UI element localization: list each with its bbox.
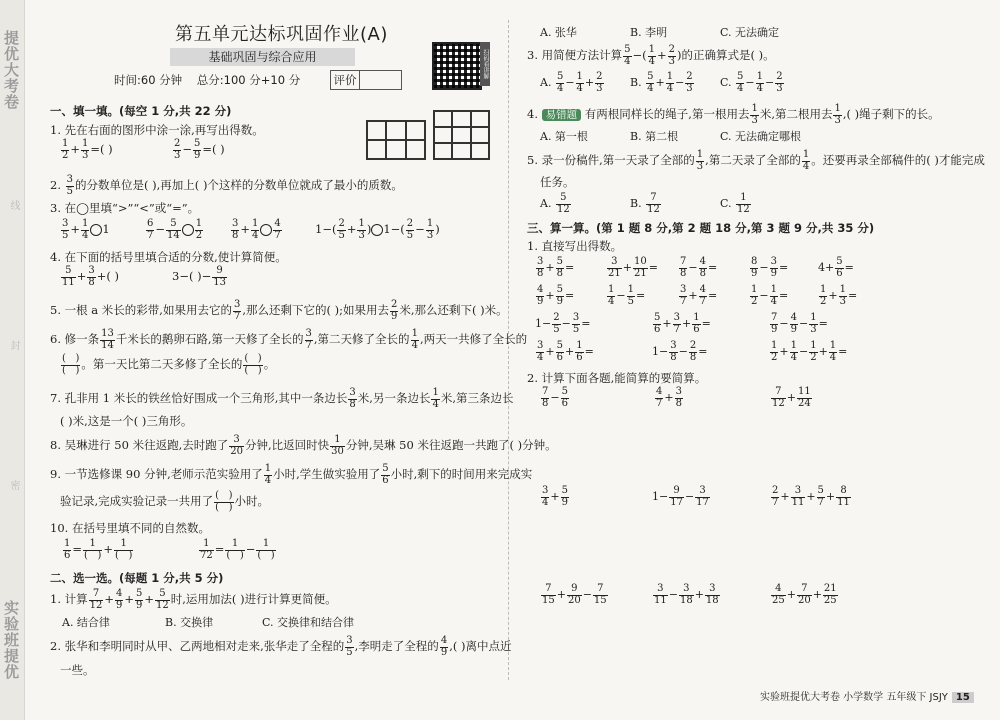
evaluation-label: 评价 — [331, 71, 360, 89]
q1-1-expr-b: $\frac{2}{3}$ − $\frac{5}{9}$ =( ) — [174, 138, 225, 161]
q1-4-expr-b: 3−( )− $\frac{9}{13}$ — [172, 265, 226, 288]
footer-text: 实验班提优大考卷 小学数学 五年级下 JSJY — [760, 692, 948, 703]
q1-3-compare-4: 1−( $\frac{2}{5}$ + $\frac{1}{3}$ ) 1−( $\frac{2}{5}$ − $\frac{1}{3}$ ) — [315, 218, 440, 241]
calc-item: 1− $\frac{3}{8}$ − $\frac{2}{8}$ = — [652, 340, 708, 363]
simplify-item: $\frac{7}{12}$ + $\frac{11}{24}$ — [772, 386, 811, 409]
q2-4-option-c[interactable]: C. 无法确定哪根 — [720, 130, 802, 143]
spine-mark: 密 — [8, 480, 19, 490]
calc-item: $\frac{4}{9}$ + $\frac{5}{9}$ = — [537, 284, 575, 307]
q2-2-option-c[interactable]: C. 无法确定 — [720, 26, 780, 39]
q1-7-line2: ( )米,这是一个( )三角形。 — [60, 414, 193, 428]
q1-3: 3. 在◯里填“>”“<”或“=”。 — [50, 201, 200, 215]
q3-2: 2. 计算下面各题,能简算的要简算。 — [527, 371, 707, 385]
simplify-item: 1− $\frac{9}{17}$ − $\frac{3}{17}$ — [652, 485, 709, 508]
footer — [760, 688, 974, 703]
q2-5-line2: 任务。 — [540, 175, 575, 189]
calc-item: $\frac{3}{21}$ + $\frac{10}{21}$ = — [608, 256, 658, 279]
calc-item: $\frac{3}{4}$ + $\frac{5}{6}$ + $\frac{1}{6}$ = — [537, 340, 594, 363]
q2-1: 1. 计算 $\frac{7}{12}$ + $\frac{4}{9}$ + $\frac{5}{9}$ + $\frac{5}{12}$ 时,运用加法( )进行计算更简便。 — [50, 588, 337, 611]
q1-4-expr-a: $\frac{5}{11}$ + $\frac{3}{8}$ +( ) — [62, 265, 120, 288]
spine-title-top: 提优大考卷 — [2, 30, 20, 110]
calc-item: $\frac{7}{8}$ − $\frac{4}{8}$ = — [680, 256, 718, 279]
q1-6-line1: 6. 修一条 $\frac{13}{14}$ 千米长的鹅卵石路,第一天修了全长的 $\frac{3}{7}$ ,第二天修了全长的 $\frac{1}{4}$ ,两天一共修了全长的 — [50, 328, 528, 351]
q2-5-option-a[interactable]: A. $\frac{5}{12}$ — [540, 192, 570, 215]
total-score: 总分:100 分+10 分 — [196, 73, 301, 87]
q2-4-option-a[interactable]: A. 第一根 — [540, 130, 588, 143]
spine-title-bottom: 实验班提优 — [2, 600, 20, 680]
calc-item: $\frac{8}{9}$ − $\frac{3}{9}$ = — [751, 256, 789, 279]
q2-5-option-c[interactable]: C. $\frac{1}{12}$ — [720, 192, 750, 215]
q2-4-option-b[interactable]: B. 第二根 — [630, 130, 679, 143]
q1-9-line2: 验记录,完成实验记录一共用了 $\frac{( )}{( )}$ 小时。 — [60, 490, 269, 513]
page-number: 15 — [952, 692, 974, 703]
q2-3-option-b[interactable]: B. $\frac{5}{4}$ + $\frac{1}{4}$ − $\frac{2}{3}$ — [630, 71, 693, 94]
qr-code-icon[interactable] — [432, 42, 482, 90]
compare-circle[interactable] — [90, 224, 102, 236]
q1-9-line1: 9. 一节选修课 90 分钟,老师示范实验用了 $\frac{1}{4}$ 小时,学生做实验用了 $\frac{5}{6}$ 小时,剩下的时间用来完成实 — [50, 463, 533, 486]
compare-circle[interactable] — [182, 224, 194, 236]
q1-1-expr-a: $\frac{1}{2}$ + $\frac{1}{3}$ =( ) — [62, 138, 113, 161]
simplify-item: $\frac{7}{8}$ − $\frac{5}{6}$ — [542, 386, 568, 409]
error-prone-tag: 易错题 — [542, 109, 582, 121]
evaluation-box[interactable] — [330, 70, 402, 90]
binding-strip — [0, 0, 25, 720]
compare-circle[interactable] — [371, 224, 383, 236]
q2-3-option-c[interactable]: C. $\frac{5}{4}$ − $\frac{1}{4}$ − $\frac{2}{3}$ — [720, 71, 783, 94]
compare-circle[interactable] — [260, 224, 272, 236]
q2-2-line2: 一些。 — [60, 663, 95, 677]
simplify-item: $\frac{4}{7}$ + $\frac{3}{8}$ — [656, 386, 682, 409]
section-3-heading: 三、算一算。(第 1 题 8 分,第 2 题 18 分,第 3 题 9 分,共 35 分) — [527, 221, 875, 235]
q1-3-compare-1: $\frac{3}{5}$ + $\frac{1}{4}$ 1 — [62, 218, 110, 241]
q2-1-option-a[interactable]: A. 结合律 — [62, 616, 110, 629]
q1-5: 5. 一根 a 米长的彩带,如果用去它的 $\frac{3}{7}$ ,那么还剩下它的( );如果用去 $\frac{2}{9}$ 米,那么还剩下( )米。 — [50, 299, 508, 322]
q1-1: 1. 先在右面的图形中涂一涂,再写出得数。 — [50, 123, 264, 137]
spine-mark: 线 — [8, 200, 19, 210]
page-subtitle: 基础巩固与综合应用 — [170, 48, 355, 66]
time-score-line — [114, 72, 300, 88]
q2-2-line1: 2. 张华和李明同时从甲、乙两地相对走来,张华走了全程的 $\frac{3}{5}$ ,李明走了全程的 $\frac{4}{9}$ ,( )离中点近 — [50, 635, 512, 658]
q1-4: 4. 在下面的括号里填合适的分数,使计算简便。 — [50, 250, 287, 264]
grid-figure-2[interactable] — [433, 110, 490, 160]
simplify-item: $\frac{3}{4}$ + $\frac{5}{9}$ — [542, 485, 568, 508]
qr-tag: 扫码看讲解 — [480, 42, 490, 86]
calc-item: $\frac{1}{2}$ + $\frac{1}{3}$ = — [820, 284, 858, 307]
calc-item: $\frac{1}{2}$ + $\frac{1}{4}$ − $\frac{1}{2}$ + $\frac{1}{4}$ = — [771, 340, 848, 363]
simplify-item: $\frac{4}{25}$ + $\frac{7}{20}$ + $\frac{21}{25}$ — [772, 583, 837, 606]
q1-8: 8. 吴琳进行 50 米往返跑,去时跑了 $\frac{3}{20}$ 分钟,比返回时快 $\frac{1}{30}$ 分钟,吴琳 50 米往返跑一共跑了( )分钟。 — [50, 434, 557, 457]
time-limit: 时间:60 分钟 — [114, 73, 183, 87]
q1-7-line1: 7. 孔非用 1 米长的铁丝恰好围成一个三角形,其中一条边长 $\frac{3}{8}$ 米,另一条边长 $\frac{1}{4}$ 米,第三条边长 — [50, 387, 514, 410]
calc-item: 1− $\frac{2}{5}$ − $\frac{3}{5}$ = — [535, 312, 591, 335]
q1-10-expr-b: $\frac{1}{72}$ = $\frac{1}{( )}$ − $\frac{1}{( )}$ — [200, 538, 275, 561]
simplify-item: $\frac{2}{7}$ + $\frac{3}{11}$ + $\frac{5}{7}$ + $\frac{8}{11}$ — [772, 485, 850, 508]
q1-3-compare-3: $\frac{3}{8}$ + $\frac{1}{4}$ $\frac{4}{7}$ — [232, 218, 281, 241]
q2-5-option-b[interactable]: B. $\frac{7}{12}$ — [630, 192, 660, 215]
calc-item: $\frac{5}{6}$ + $\frac{3}{7}$ + $\frac{1}{6}$ = — [654, 312, 711, 335]
q2-4: 4. 易错题 有两根同样长的绳子,第一根用去 $\frac{1}{3}$ 米,第二根用去 $\frac{1}{3}$ ,( )绳子剩下的长。 — [527, 103, 940, 126]
q2-1-option-c[interactable]: C. 交换律和结合律 — [262, 616, 355, 629]
calc-item: $\frac{3}{8}$ + $\frac{5}{8}$ = — [537, 256, 575, 279]
q1-10-expr-a: $\frac{1}{6}$ = $\frac{1}{( )}$ + $\frac{1}{( )}$ — [64, 538, 133, 561]
q2-5-line1: 5. 录一份稿件,第一天录了全部的 $\frac{1}{3}$ ,第二天录了全部的 $\frac{1}{4}$ 。还要再录全部稿件的( )才能完成 — [527, 149, 985, 172]
spine-mark: 封 — [8, 340, 19, 350]
calc-item: $\frac{1}{2}$ − $\frac{1}{4}$ = — [751, 284, 789, 307]
section-2-heading: 二、选一选。(每题 1 分,共 5 分) — [50, 571, 224, 585]
calc-item: $\frac{7}{9}$ − $\frac{4}{9}$ − $\frac{1}{3}$ = — [771, 312, 828, 335]
q1-3-compare-2: $\frac{6}{7}$ − $\frac{5}{14}$ $\frac{1}{2}$ — [147, 218, 203, 241]
simplify-item: $\frac{3}{11}$ − $\frac{3}{18}$ + $\frac{3}{18}$ — [654, 583, 719, 606]
q1-6-line2: $\frac{( )}{( )}$ 。第一天比第二天多修了全长的 $\frac{( )}{( )}$ 。 — [62, 353, 276, 376]
page-title: 第五单元达标巩固作业(A) — [175, 24, 388, 45]
q2-2-option-a[interactable]: A. 张华 — [540, 26, 577, 39]
q1-2: 2. $\frac{3}{5}$ 的分数单位是( ),再加上( )个这样的分数单位就成了最小的质数。 — [50, 174, 403, 197]
calc-item: 4+ $\frac{5}{6}$ = — [818, 256, 854, 279]
calc-item: $\frac{3}{7}$ + $\frac{4}{7}$ = — [680, 284, 718, 307]
q2-3-option-a[interactable]: A. $\frac{5}{4}$ − $\frac{1}{4}$ + $\frac{2}{3}$ — [540, 71, 603, 94]
q2-1-option-b[interactable]: B. 交换律 — [165, 616, 214, 629]
calc-item: $\frac{1}{4}$ − $\frac{1}{5}$ = — [608, 284, 646, 307]
grid-figure-1[interactable] — [366, 120, 426, 160]
simplify-item: $\frac{7}{15}$ + $\frac{9}{20}$ − $\frac{7}{15}$ — [542, 583, 607, 606]
q3-1: 1. 直接写出得数。 — [527, 239, 623, 253]
q1-10: 10. 在括号里填不同的自然数。 — [50, 521, 210, 535]
q2-3: 3. 用简便方法计算 $\frac{5}{4}$ −( $\frac{1}{4}$ + $\frac{2}{3}$ )的正确算式是( )。 — [527, 44, 775, 67]
q2-2-option-b[interactable]: B. 李明 — [630, 26, 668, 39]
section-1-heading: 一、填一填。(每空 1 分,共 22 分) — [50, 104, 232, 118]
